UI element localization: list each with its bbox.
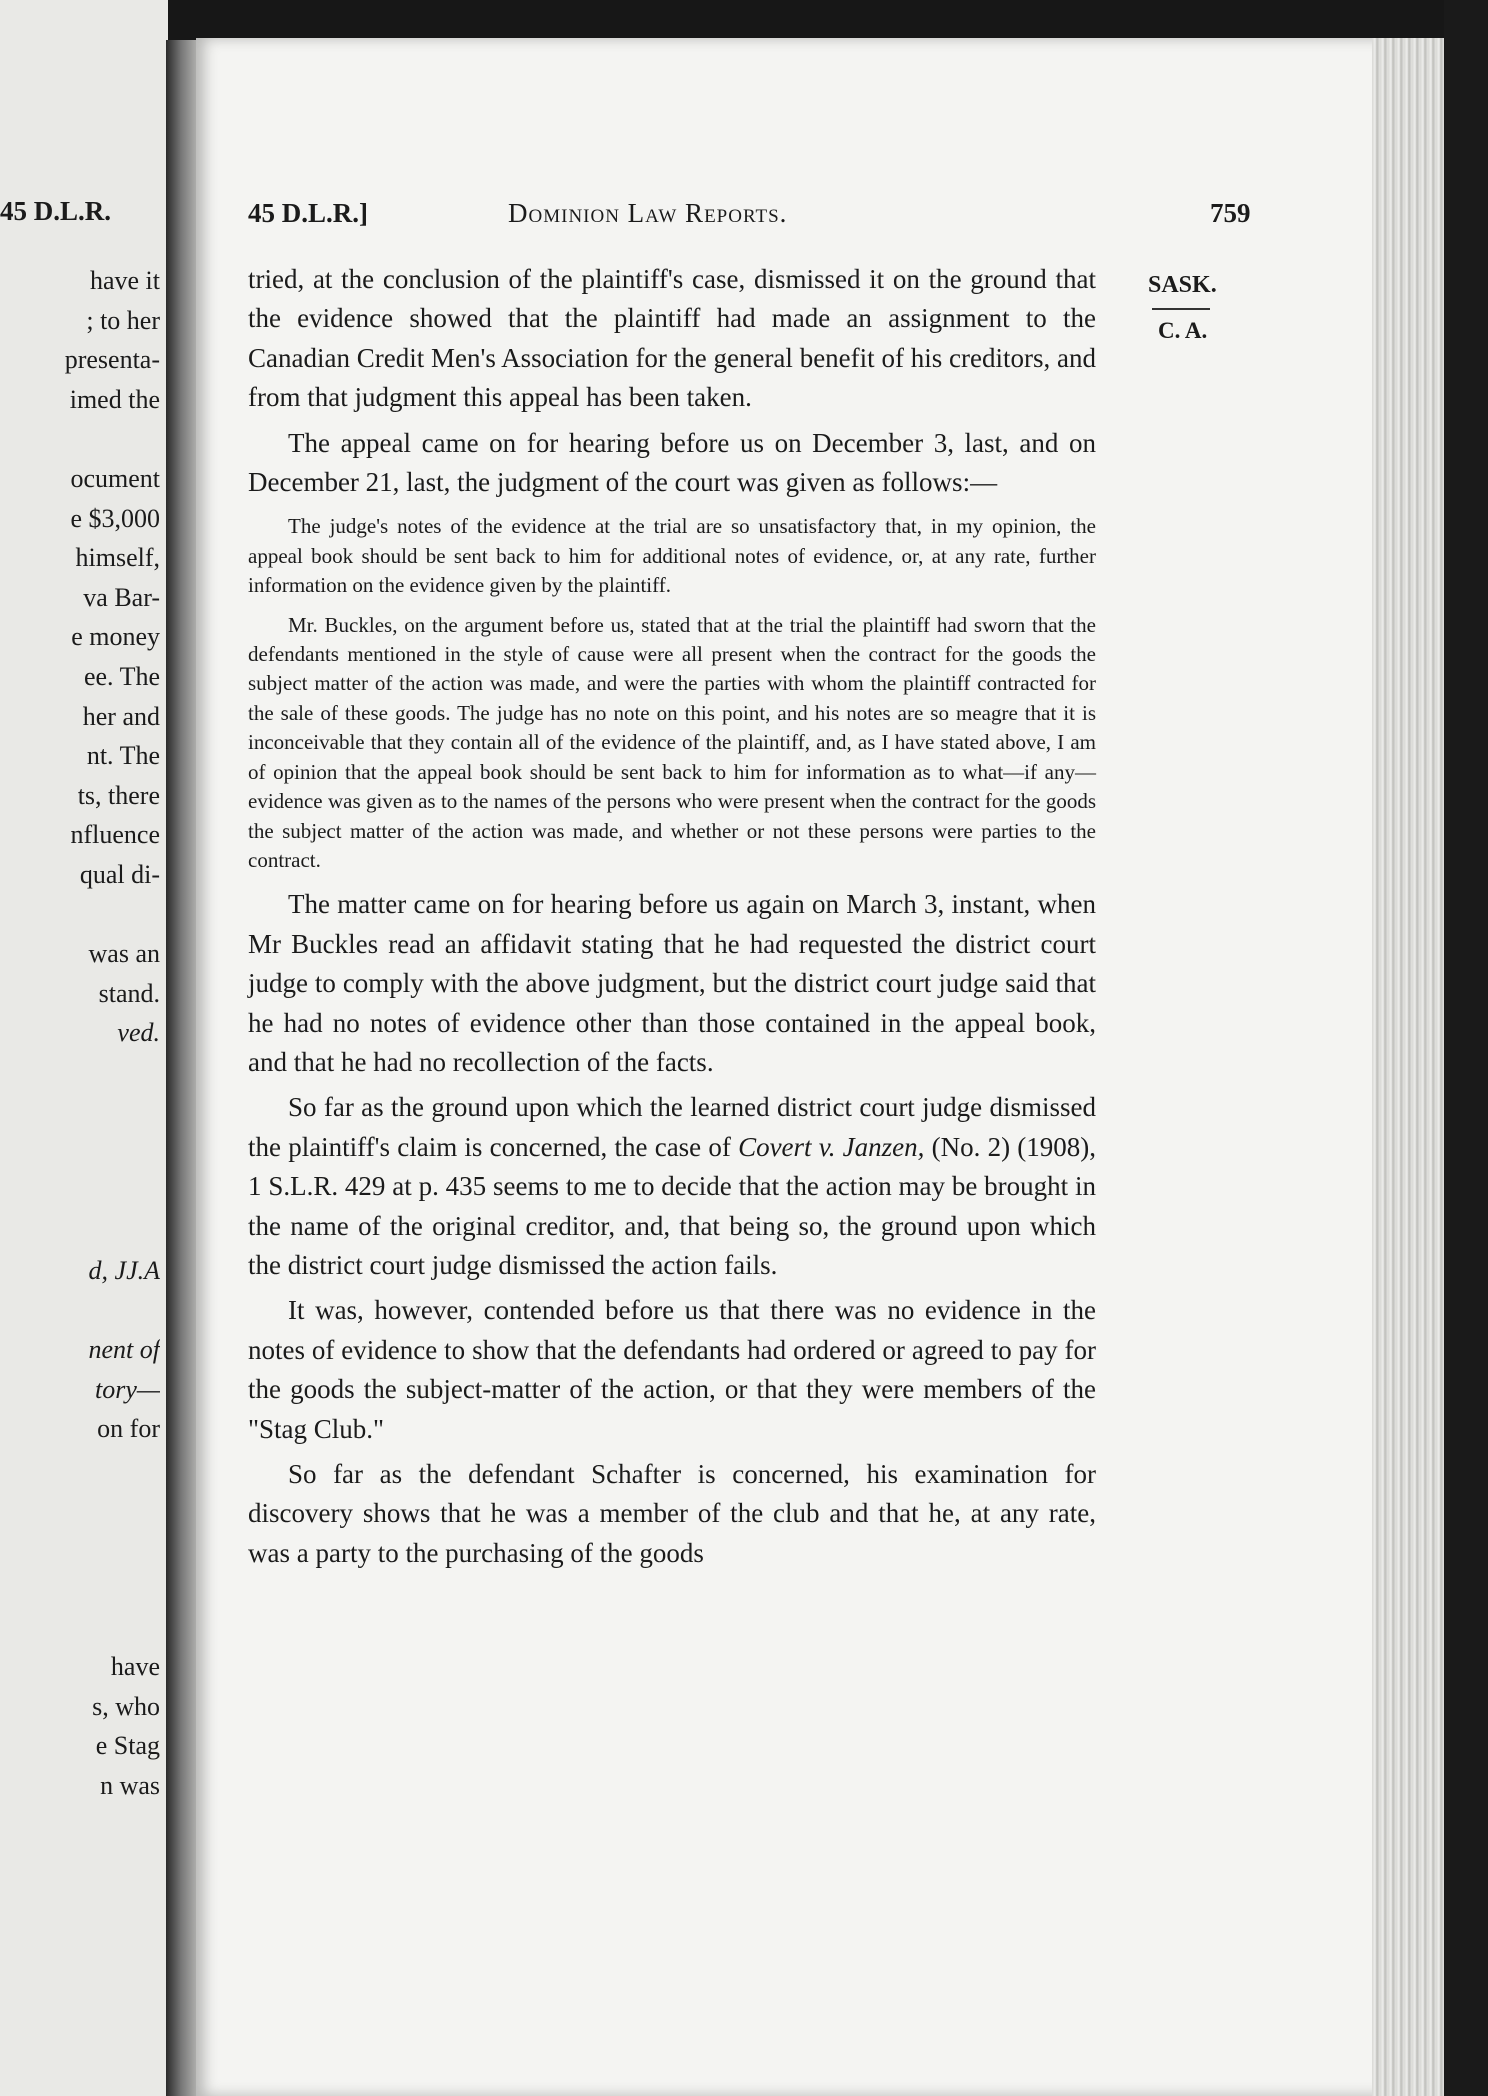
facing-page-line: nent of (88, 1335, 160, 1365)
facing-page-line: nfluence (70, 820, 160, 850)
facing-page-line: imed the (69, 384, 160, 414)
paragraph-text: (No. 2) (1908), 1 S.L.R. 429 at p. 435 seems to me to decide that the action may be brought in the name of the original creditor, and, that being so, the ground upon which the district court judge dismissed the action fails. (248, 1131, 1096, 1280)
paragraph: tried, at the conclusion of the plaintiff's case, dismissed it on the ground that the evidence showed that the plaintiff had made an assignment to the Canadian Credit Men's Association for the general benefit of his creditors, and from that judgment this appeal has been taken. (248, 264, 1096, 413)
facing-page-line: e Stag (95, 1731, 160, 1761)
facing-page-line: e $3,000 (70, 503, 160, 533)
facing-page-line: ved. (117, 1018, 160, 1048)
facing-page-line: ts, there (77, 780, 160, 810)
case-citation: Covert v. Janzen, (738, 1131, 925, 1162)
facing-page-line: presenta- (64, 345, 160, 375)
paragraph: The matter came on for hearing before us again on March 3, instant, when Mr Buckles read an affidavit stating that he had requested the district court judge to comply with the above judgment, but the district court judge said that he had no notes of evidence other than those contained in the appeal book, and that he had no recollection of the facts. (248, 889, 1096, 1077)
facing-page-line: va Bar- (83, 582, 160, 612)
facing-page-line: nt. The (86, 741, 160, 771)
quoted-judgment-paragraph: Mr. Buckles, on the argument before us, stated that at the trial the plaintiff had sworn that the defendants mentioned in the style of cause were all present when the contract for the goods the subject matter of the action was made, and were the parties with whom the plaintiff contracted for the sale of these goods. The judge has no note on this point, and his notes are so meagre that it is inconceivable that they contain all of the evidence of the plaintiff, and, as I have stated above, I am of opinion that the appeal book should be sent back to him for information as to what—if any—evidence was given as to the names of the persons who were present when the contract for the goods the subject matter of the action was made, and whether or not these persons were parties to the contract. (248, 612, 1096, 872)
page-number: 759 (1210, 198, 1251, 228)
facing-page-line: have it (89, 266, 160, 295)
facing-page-line: stand. (98, 978, 160, 1008)
facing-page-line: tory— (95, 1374, 160, 1404)
paragraph: It was, however, contended before us that there was no evidence in the notes of evidence to show that the defendants had ordered or agreed to pay for the goods the subject-matter of the action, or that they were members of the "Stag Club." (248, 1295, 1096, 1444)
scan-background-right (1444, 0, 1488, 2096)
facing-page-line: have (110, 1652, 160, 1681)
facing-page-line: s, who (92, 1691, 160, 1721)
body-text (248, 260, 1096, 1573)
page-edges (1372, 38, 1444, 2096)
facing-page-header: 45 D.L.R. (0, 196, 112, 226)
facing-page-line: her and (82, 701, 160, 731)
paragraph-text: So far as the ground upon which the learned district court judge dismissed the plaintiff's claim is concerned, the case of (248, 1092, 1096, 1162)
scan-background-top (168, 0, 1488, 40)
facing-page-line: ee. The (83, 662, 160, 691)
facing-page-line: n was (100, 1770, 160, 1800)
facing-page-line: was an (88, 939, 160, 969)
paragraph (248, 1088, 1096, 1285)
running-head-volume: 45 D.L.R.] (248, 198, 368, 228)
margin-jurisdiction: SASK. (1148, 272, 1217, 298)
margin-rule (1152, 308, 1210, 310)
running-head-title: Dominion Law Reports. (508, 198, 788, 228)
paragraph: The appeal came on for hearing before us on December 3, last, and on December 21, last, the judgment of the court was given as follows:— (248, 427, 1096, 498)
facing-page-line: d, JJ.A (88, 1256, 160, 1285)
facing-page-line: e money (71, 622, 160, 652)
quoted-judgment-paragraph: The judge's notes of the evidence at the trial are so unsatisfactory that, in my opinion, the appeal book should be sent back to him for additional notes of evidence, or, at any rate, further information on the evidence given by the plaintiff. (248, 514, 1096, 598)
facing-page-fragment (0, 0, 168, 2096)
facing-page-line: ; to her (86, 305, 160, 335)
facing-page-line: himself, (75, 543, 160, 573)
facing-page-line: on for (97, 1414, 160, 1444)
facing-page-line: qual di- (79, 860, 160, 889)
paragraph: So far as the defendant Schafter is concerned, his examination for discovery shows that he was a member of the club and that he, at any rate, was a party to the purchasing of the goods (248, 1459, 1096, 1568)
facing-page-line: ocument (70, 464, 160, 493)
margin-court: C. A. (1158, 318, 1208, 343)
